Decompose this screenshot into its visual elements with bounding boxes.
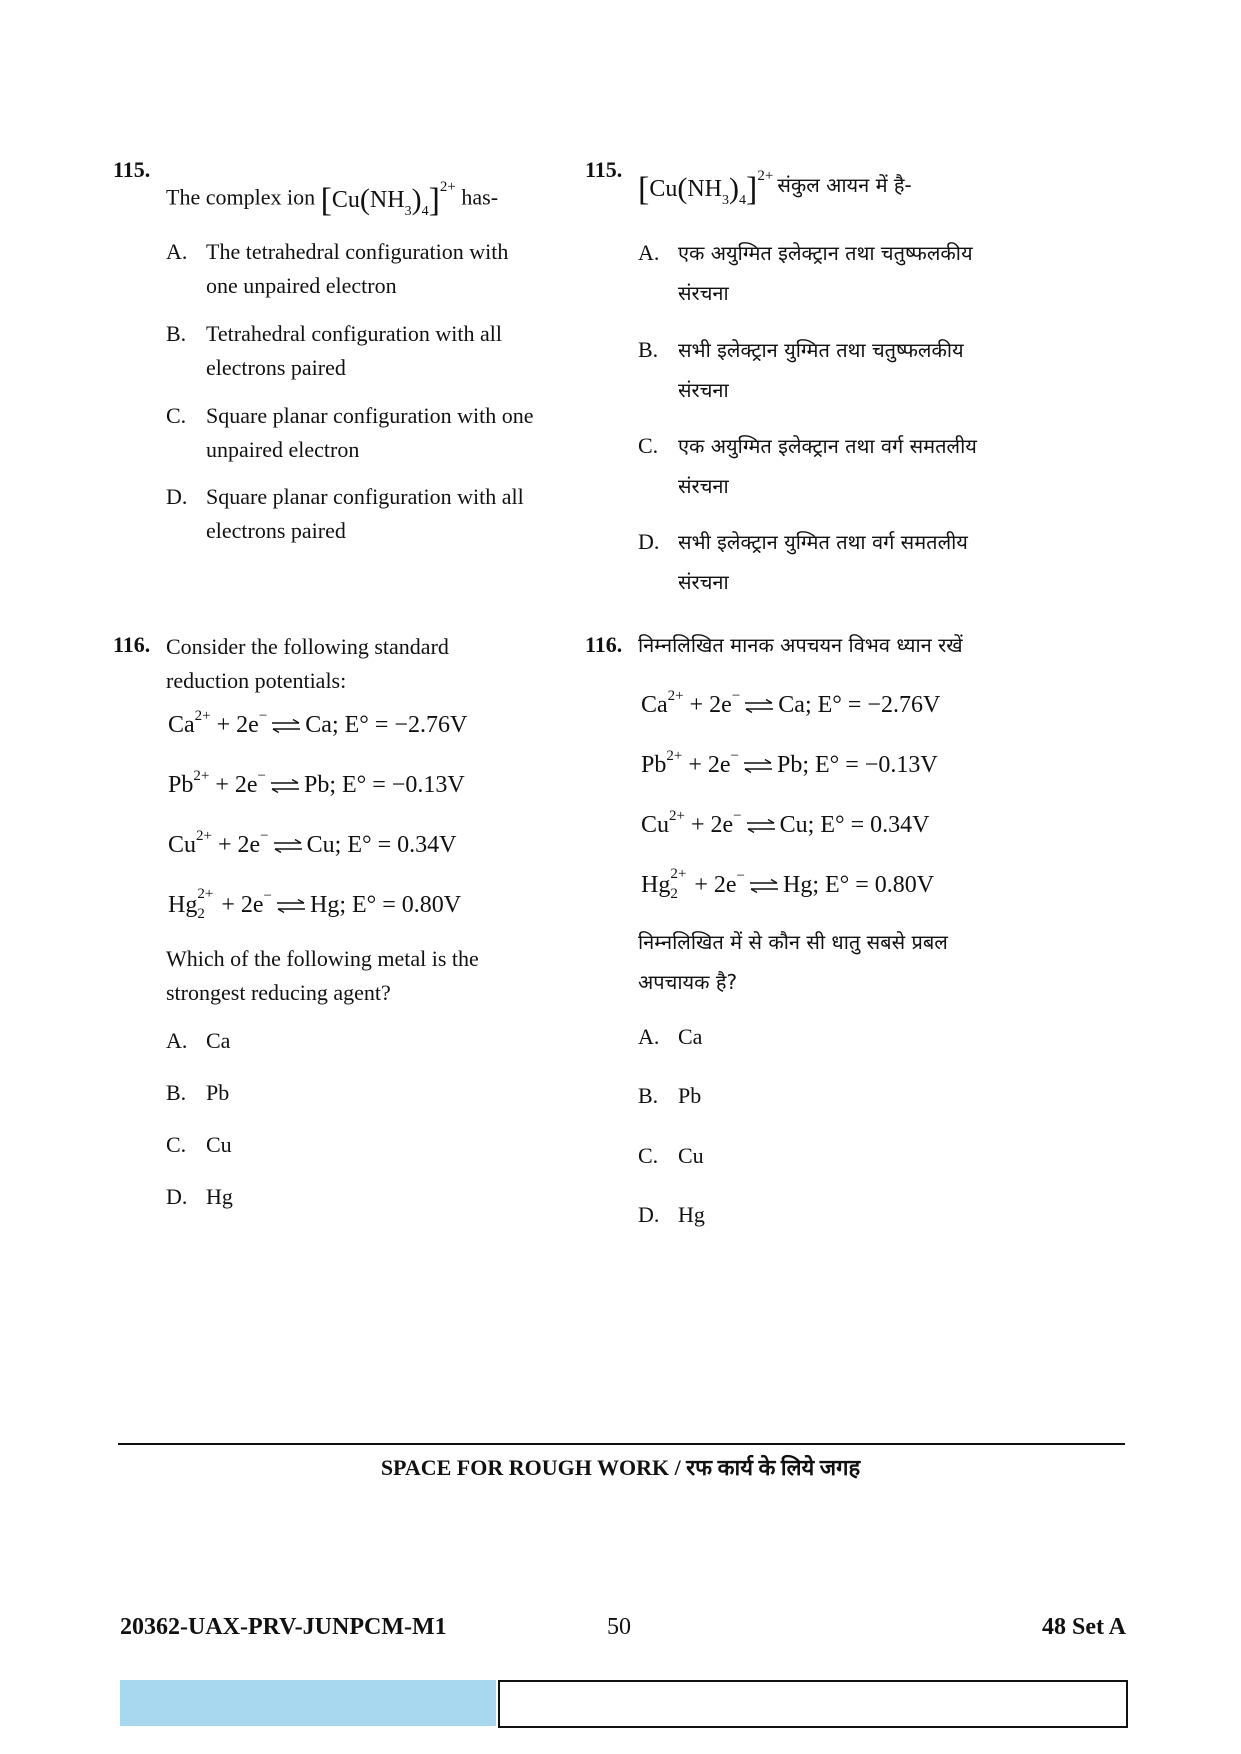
option-label: C. <box>638 1143 659 1168</box>
metal-symbol: Cu <box>649 175 678 202</box>
standard-potential: E° = 0.80V <box>352 892 462 918</box>
question-number: 116. <box>585 632 623 657</box>
ion-subscript: 2 <box>197 906 205 922</box>
rough-work-divider <box>118 1443 1125 1445</box>
electron-charge: − <box>258 708 268 724</box>
standard-potential: E° = −0.13V <box>342 772 465 798</box>
complex-charge: 2+ <box>439 179 456 195</box>
ion-symbol: Ca <box>168 712 195 738</box>
page-number: 50 <box>607 1614 631 1640</box>
ligand-count: 4 <box>421 204 429 219</box>
equation-row <box>168 708 467 768</box>
question-text: निम्नलिखित में से कौन सी धातु सबसे प्रबल अपचायक है? <box>638 930 948 994</box>
option-label: D. <box>166 484 188 509</box>
equilibrium-arrow-icon <box>276 899 306 913</box>
metal-symbol: Cu <box>331 187 360 213</box>
option-a[interactable] <box>638 1020 838 1054</box>
question-stem: Consider the following standard reduction potentials: <box>166 634 449 693</box>
footer-blank-box <box>498 1680 1128 1728</box>
option-label: B. <box>166 321 187 346</box>
electron-charge: − <box>263 888 272 904</box>
option-text: Tetrahedral configuration with all electrons paired <box>206 321 502 380</box>
equilibrium-arrow-icon <box>746 819 776 833</box>
question-stem: निम्नलिखित मानक अपचयन विभव ध्यान रखें <box>638 633 963 657</box>
ligand-count: 4 <box>739 192 747 208</box>
product: Pb; <box>776 752 809 778</box>
question-stem <box>638 165 912 209</box>
electrons: + 2e <box>215 772 258 798</box>
equilibrium-arrow-icon <box>273 839 303 853</box>
standard-potential: E° = 0.34V <box>820 812 930 838</box>
option-text: Square planar configuration with one unpaired electron <box>206 403 534 462</box>
option-label: D. <box>638 529 660 554</box>
option-a[interactable] <box>166 235 536 303</box>
complex-ion-formula: $[Cu(NH_3)_4]^{2+}$ <box>638 167 774 208</box>
ion-symbol: Hg <box>168 892 198 918</box>
option-text: Square planar configuration with all electrons paired <box>206 484 524 543</box>
stem-suffix: has- <box>461 184 499 210</box>
stem-suffix: संकुल आयन में है- <box>777 173 912 197</box>
option-text: एक अयुग्मित इलेक्ट्रान तथा चतुष्फलकीय संरचना <box>678 241 973 305</box>
option-b[interactable] <box>638 330 998 410</box>
equilibrium-arrow-icon <box>271 719 301 733</box>
equation-list-hi <box>641 688 940 928</box>
ion-subscript: 2 <box>670 886 678 902</box>
ion-charge: 2+ <box>194 708 211 724</box>
option-b[interactable] <box>166 1076 366 1110</box>
option-d[interactable] <box>166 1180 366 1214</box>
product: Hg; <box>310 892 346 918</box>
electron-charge: − <box>733 808 742 824</box>
option-label: C. <box>166 403 187 428</box>
standard-potential: E° = 0.34V <box>347 832 457 858</box>
option-text: सभी इलेक्ट्रान युग्मित तथा वर्ग समतलीय संरचना <box>678 530 968 594</box>
electron-charge: − <box>260 828 269 844</box>
electron-charge: − <box>730 748 739 764</box>
electron-charge: − <box>257 768 266 784</box>
ion-charge: 2+ <box>670 866 687 882</box>
option-label: A. <box>166 1028 188 1053</box>
question-text: Which of the following metal is the strongest reducing agent? <box>166 946 479 1005</box>
option-c[interactable] <box>638 1139 838 1173</box>
option-d[interactable] <box>638 522 998 602</box>
option-label: A. <box>638 240 660 265</box>
product: Ca; <box>778 692 812 718</box>
option-b[interactable] <box>638 1079 838 1113</box>
option-label: D. <box>638 1202 660 1227</box>
footer-shaded-bar <box>120 1680 496 1726</box>
stem-prefix: The complex ion <box>166 184 316 210</box>
ligand-symbol: NH <box>369 187 405 213</box>
ion-charge: 2+ <box>193 768 210 784</box>
ion-charge: 2+ <box>667 688 684 704</box>
equilibrium-arrow-icon <box>743 759 773 773</box>
option-text: सभी इलेक्ट्रान युग्मित तथा चतुष्फलकीय संरचना <box>678 338 964 402</box>
option-d[interactable] <box>166 480 546 548</box>
ion-symbol: Ca <box>641 692 668 718</box>
equilibrium-arrow-icon <box>749 879 779 893</box>
ion-sub-sup <box>670 866 688 902</box>
option-a[interactable] <box>638 233 998 313</box>
option-label: B. <box>166 1080 187 1105</box>
ion-symbol: Hg <box>641 872 671 898</box>
electrons: + 2e <box>216 712 259 738</box>
equation-row <box>641 808 940 868</box>
option-text: Cu <box>678 1143 704 1168</box>
option-c[interactable] <box>638 426 998 506</box>
question-stem <box>166 170 498 229</box>
ion-symbol: Pb <box>641 752 667 778</box>
option-text: Hg <box>206 1184 233 1209</box>
option-label: C. <box>638 433 659 458</box>
electrons: + 2e <box>217 832 261 858</box>
standard-potential: E° = −2.76V <box>344 712 468 738</box>
paper-code: 20362-UAX-PRV-JUNPCM-M1 <box>120 1614 447 1640</box>
option-text: Ca <box>678 1024 703 1049</box>
electrons: + 2e <box>690 812 734 838</box>
option-a[interactable] <box>166 1024 366 1058</box>
ion-symbol: Cu <box>168 832 197 858</box>
option-text: Pb <box>206 1080 230 1105</box>
equation-list-en <box>168 708 467 948</box>
ligand-subscript: 3 <box>404 204 412 219</box>
equation-row <box>168 768 467 828</box>
equation-row <box>641 868 940 928</box>
option-c[interactable] <box>166 399 536 467</box>
option-c[interactable] <box>166 1128 366 1162</box>
option-label: A. <box>166 239 188 264</box>
option-label: D. <box>166 1184 188 1209</box>
ion-sub-sup <box>197 886 215 922</box>
question-number: 116. <box>113 632 151 657</box>
ligand-symbol: NH <box>687 175 723 202</box>
ion-charge: 2+ <box>197 886 214 902</box>
electrons: + 2e <box>689 692 732 718</box>
equilibrium-arrow-icon <box>270 779 300 793</box>
option-label: C. <box>166 1132 187 1157</box>
electrons: + 2e <box>221 892 264 918</box>
product: Cu; <box>306 832 342 858</box>
standard-potential: E° = −0.13V <box>815 752 938 778</box>
option-text: Cu <box>206 1132 232 1157</box>
standard-potential: E° = 0.80V <box>825 872 935 898</box>
option-label: B. <box>638 1083 659 1108</box>
equation-row <box>641 688 940 748</box>
option-label: A. <box>638 1024 660 1049</box>
ligand-subscript: 3 <box>722 192 730 208</box>
ion-charge: 2+ <box>666 748 683 764</box>
product: Pb; <box>303 772 336 798</box>
question-number: 115. <box>113 157 151 182</box>
complex-charge: 2+ <box>757 167 774 184</box>
option-text: Ca <box>206 1028 231 1053</box>
product: Ca; <box>305 712 339 738</box>
ion-charge: 2+ <box>196 828 212 844</box>
electrons: + 2e <box>688 752 731 778</box>
complex-ion-formula: $[Cu(NH_3)_4]^{2+}$ <box>320 179 456 219</box>
ion-charge: 2+ <box>669 808 685 824</box>
option-b[interactable] <box>166 317 536 385</box>
option-text: Pb <box>678 1083 702 1108</box>
option-label: B. <box>638 337 659 362</box>
equation-row <box>168 888 467 948</box>
electron-charge: − <box>736 868 745 884</box>
electron-charge: − <box>731 688 741 704</box>
option-d[interactable] <box>638 1198 838 1232</box>
standard-potential: E° = −2.76V <box>817 692 941 718</box>
rough-work-heading: SPACE FOR ROUGH WORK / रफ कार्य के लिये जगह <box>380 1455 861 1480</box>
option-text: Hg <box>678 1202 705 1227</box>
product: Hg; <box>783 872 819 898</box>
product: Cu; <box>779 812 815 838</box>
option-text: एक अयुग्मित इलेक्ट्रान तथा वर्ग समतलीय संरचना <box>678 434 977 498</box>
equation-row <box>641 748 940 808</box>
equation-row <box>168 828 467 888</box>
electrons: + 2e <box>694 872 737 898</box>
question-number: 115. <box>585 157 623 182</box>
set-label: 48 Set A <box>1042 1614 1126 1640</box>
option-text: The tetrahedral configuration with one unpaired electron <box>206 239 509 298</box>
equilibrium-arrow-icon <box>744 699 774 713</box>
ion-symbol: Cu <box>641 812 670 838</box>
ion-symbol: Pb <box>168 772 194 798</box>
